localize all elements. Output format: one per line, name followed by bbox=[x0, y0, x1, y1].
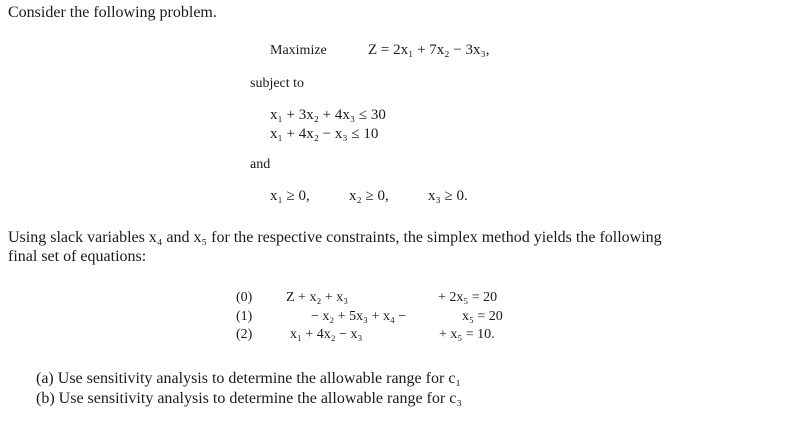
nonneg-x3: x₃ ≥ 0. bbox=[428, 188, 468, 204]
equation-rhs-1: x₅ = 20 bbox=[462, 309, 503, 324]
maximize-label: Maximize bbox=[270, 43, 327, 58]
intro-text: Consider the following problem. bbox=[8, 4, 217, 21]
and-label: and bbox=[250, 157, 271, 172]
paragraph-line-1: Using slack variables x₄ and x₅ for the respective constraints, the simplex method yields the following bbox=[8, 229, 662, 246]
equation-label-1: (1) bbox=[236, 309, 253, 324]
equation-label-2: (2) bbox=[236, 327, 253, 342]
constraint-2: x₁ + 4x₂ − x₃ ≤ 10 bbox=[270, 126, 379, 142]
equation-lhs-2: x₁ + 4x₂ − x₃ bbox=[290, 327, 363, 342]
equation-rhs-2: + x₅ = 10. bbox=[439, 327, 495, 342]
objective-function: Z = 2x₁ + 7x₂ − 3x₃, bbox=[368, 42, 490, 58]
subject-to-label: subject to bbox=[250, 76, 305, 91]
question-a: (a) Use sensitivity analysis to determine the allowable range for c₁ bbox=[36, 370, 461, 387]
nonneg-x2: x₂ ≥ 0, bbox=[349, 188, 389, 204]
equation-rhs-0: + 2x₅ = 20 bbox=[438, 290, 498, 305]
equation-lhs-0: Z + x₂ + x₃ bbox=[286, 290, 349, 305]
equation-label-0: (0) bbox=[236, 290, 253, 305]
constraint-1: x₁ + 3x₂ + 4x₃ ≤ 30 bbox=[270, 107, 386, 123]
question-b: (b) Use sensitivity analysis to determine the allowable range for c₃ bbox=[36, 390, 462, 407]
equation-lhs-1: − x₂ + 5x₃ + x₄ − bbox=[311, 309, 407, 324]
nonneg-x1: x₁ ≥ 0, bbox=[270, 188, 310, 204]
paragraph-line-2: final set of equations: bbox=[8, 248, 147, 265]
